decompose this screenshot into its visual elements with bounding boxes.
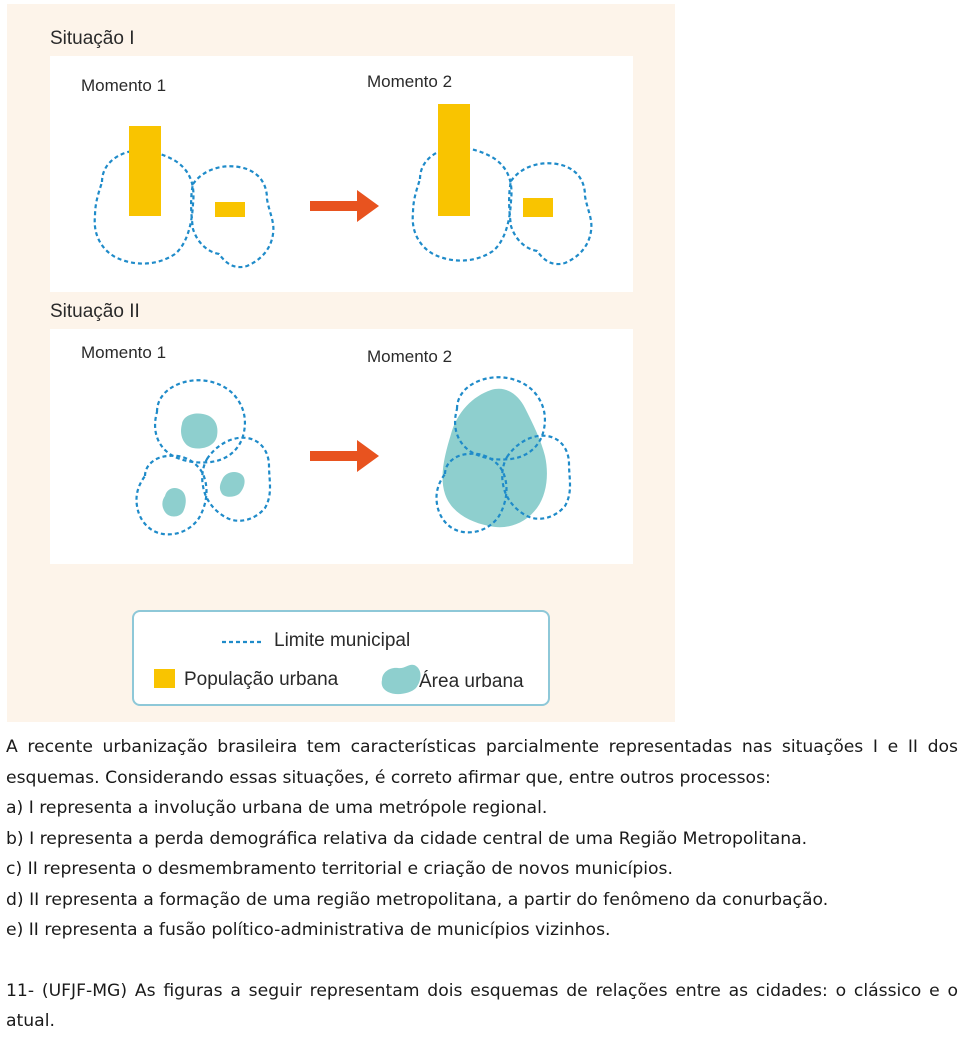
sit1-m1-neighbor-population-bar (215, 202, 245, 217)
option-e: e) II representa a fusão político-administrativa de municípios vizinhos. (6, 920, 611, 940)
situation-2-moment-2-label: Momento 2 (367, 347, 453, 366)
sit1-m2-central-population-bar (438, 104, 470, 216)
situation-2-title: Situação II (50, 301, 140, 322)
sit2-m1-urban-area-3 (220, 472, 245, 497)
situation-1-moment-1-label: Momento 1 (81, 76, 167, 95)
sit2-m1-urban-area-2 (162, 488, 185, 517)
sit2-m1-urban-area-1 (181, 413, 217, 448)
question-text (6, 732, 958, 1037)
sit2-m2-urban-area (443, 389, 547, 527)
situation-1-moment-2-label: Momento 2 (367, 72, 453, 91)
sit2-arrow (310, 440, 379, 472)
option-a: a) I representa a involução urbana de uma metrópole regional. (6, 798, 548, 818)
sit2-m1-municipal-limits (136, 380, 270, 534)
option-c: c) II representa o desmembramento territorial e criação de novos municípios. (6, 859, 673, 879)
legend-population-label: População urbana (184, 669, 339, 690)
option-d: d) II representa a formação de uma região metropolitana, a partir do fenômeno da conurbação. (6, 889, 829, 910)
sit1-arrow (310, 190, 379, 222)
legend-population-swatch (154, 669, 175, 688)
question-intro: A recente urbanização brasileira tem características parcialmente representadas nas situações I e II dos esquemas. Considerando essas situações, é correto afirmar que, entre outros processos: (6, 737, 958, 788)
sit1-m1-central-population-bar (129, 126, 161, 216)
next-question: 11- (UFJF-MG) As figuras a seguir representam dois esquemas de relações entre as cidades: o clássico e o atual. (6, 980, 958, 1031)
sit1-m2-neighbor-population-bar (523, 198, 553, 217)
legend-urban-area-label: Área urbana (419, 671, 524, 692)
legend-limit-label: Limite municipal (274, 630, 411, 651)
legend (132, 610, 550, 706)
legend-urban-area-swatch (382, 665, 421, 694)
diagram-figure (7, 4, 675, 722)
situation-2-moment-1-label: Momento 1 (81, 343, 167, 362)
situation-1-title: Situação I (50, 28, 135, 49)
option-b: b) I representa a perda demográfica relativa da cidade central de uma Região Metropolitana. (6, 828, 808, 849)
